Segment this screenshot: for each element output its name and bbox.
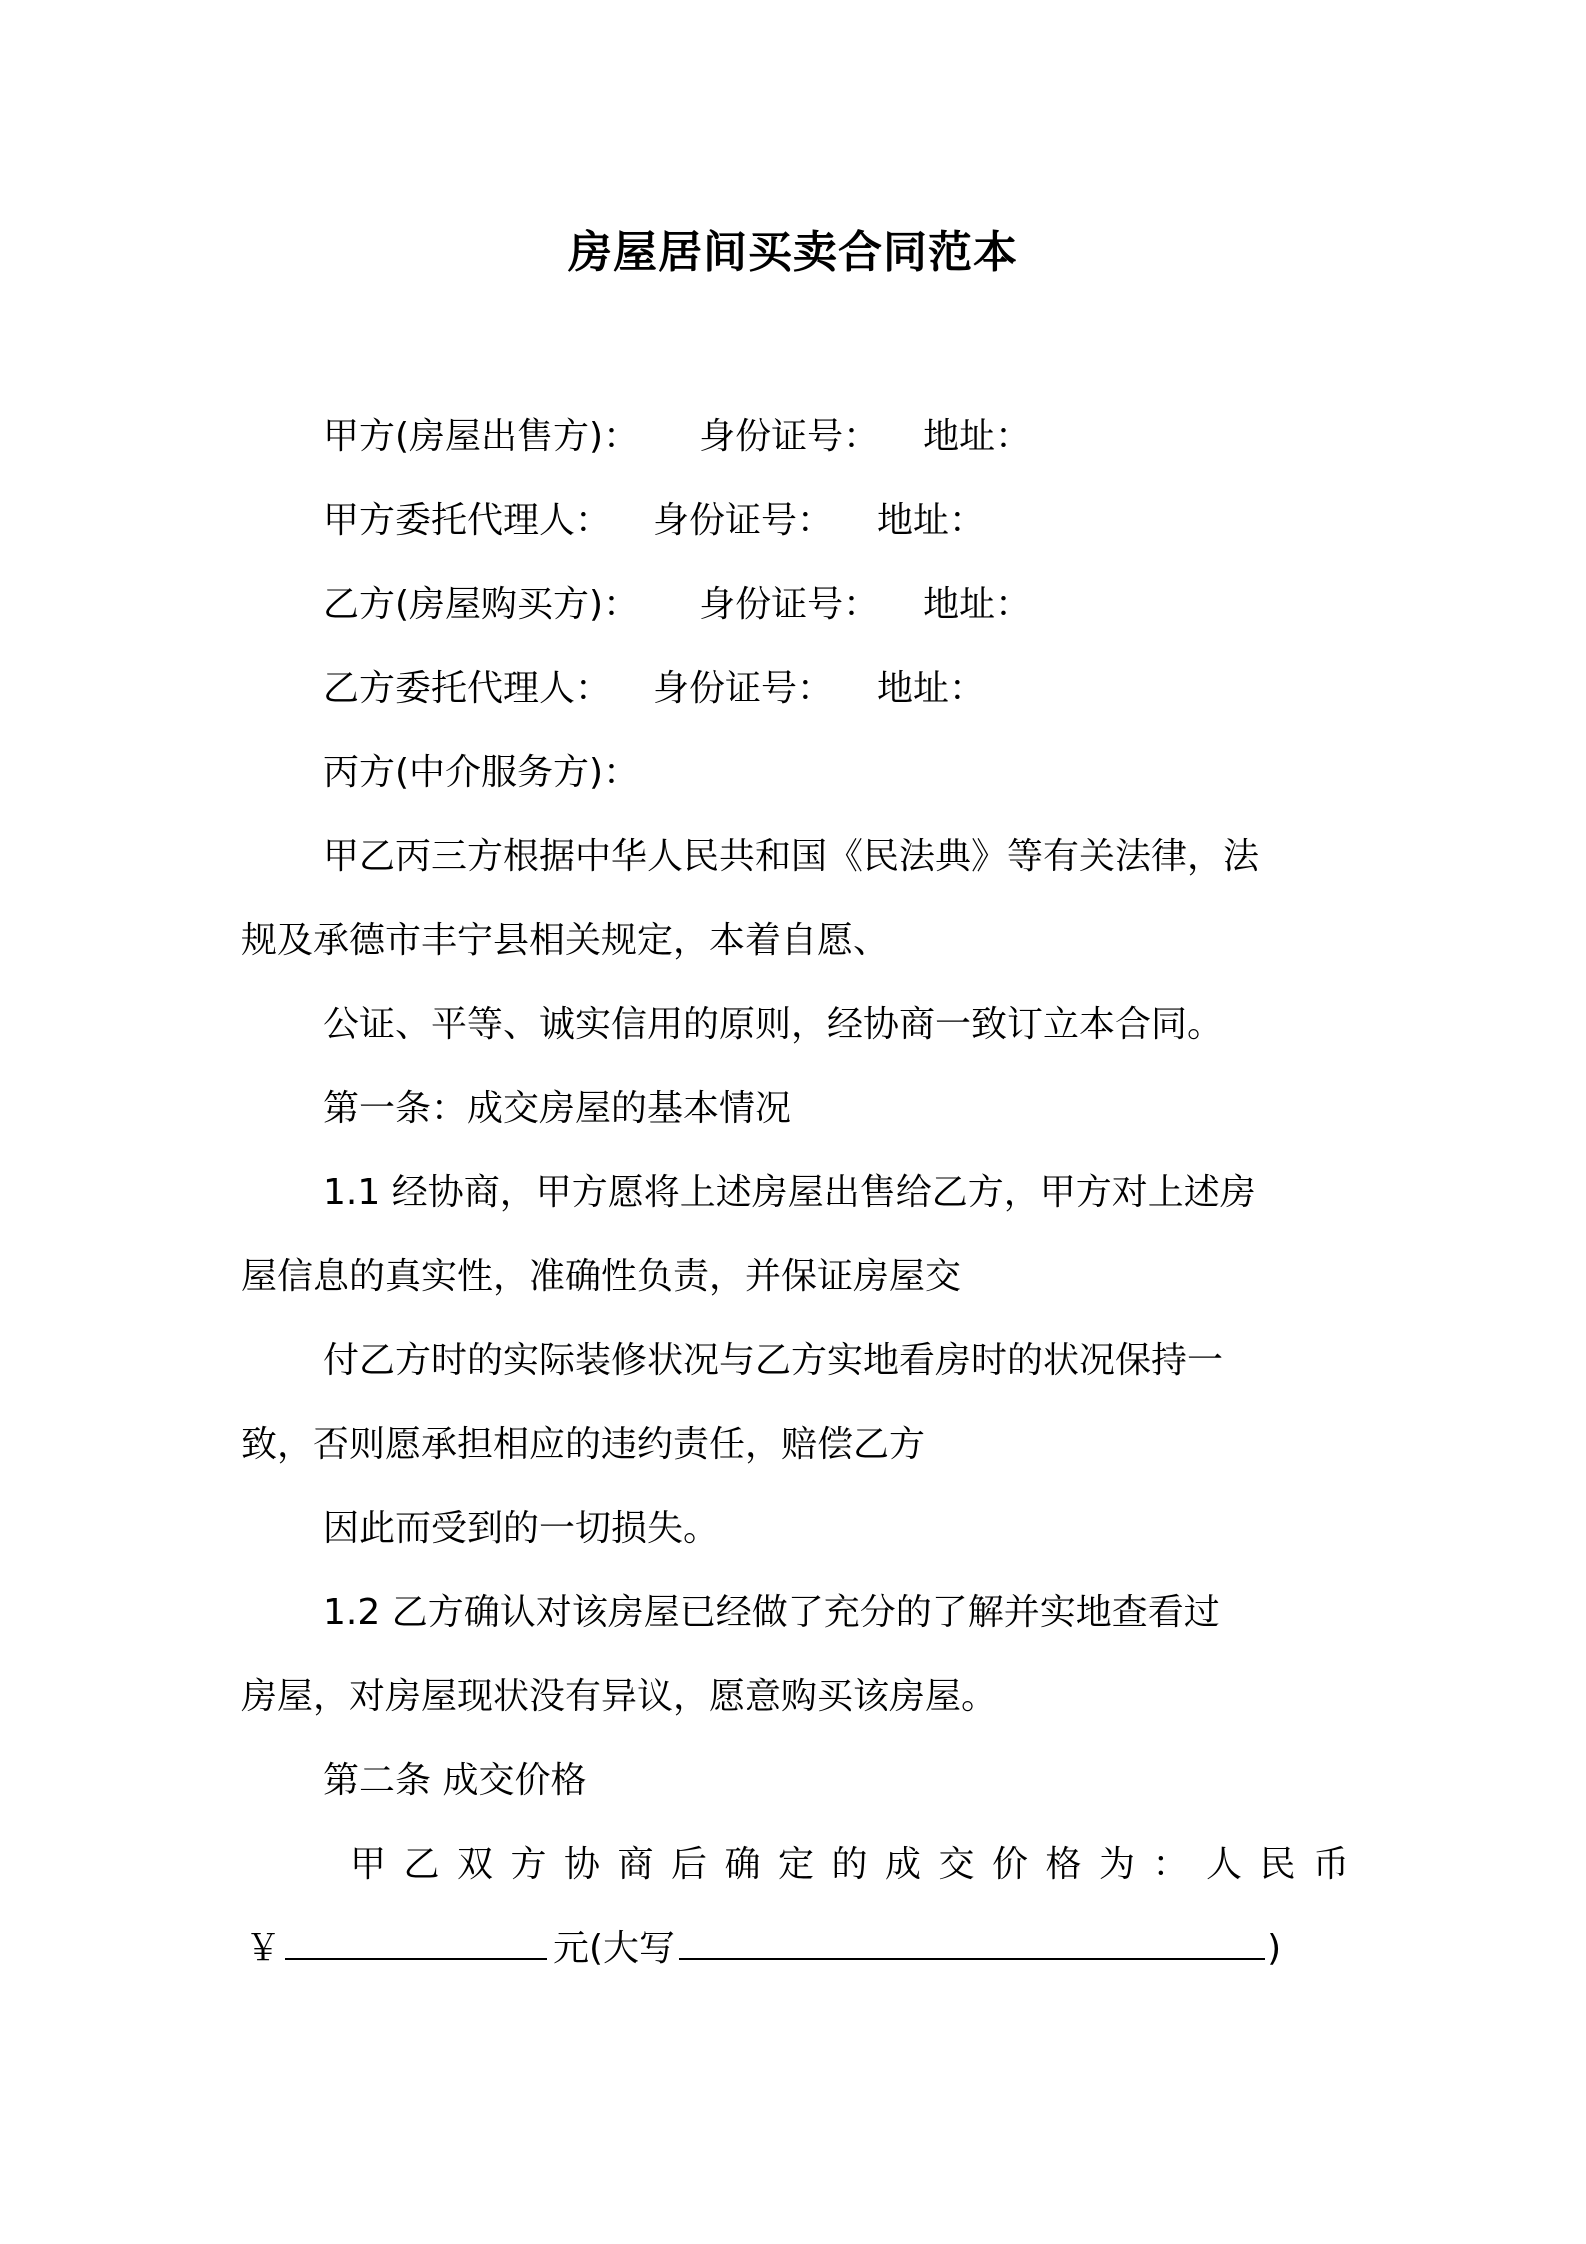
clause-1-1-line-4: 致，否则愿承担相应的违约责任，赔偿乙方: [241, 1424, 926, 1465]
price-amount-blank[interactable]: [285, 1924, 547, 1960]
party-a-id-label: 身份证号：: [699, 416, 880, 457]
party-b-agent-address-label: 地址：: [877, 668, 986, 709]
party-a-label: 甲方(房屋出售方)：: [323, 416, 640, 457]
party-a-agent-id-label: 身份证号：: [653, 500, 834, 541]
party-a-address-label: 地址：: [923, 416, 1032, 457]
party-b-id-label: 身份证号：: [699, 584, 880, 625]
party-b-label: 乙方(房屋购买方)：: [323, 584, 640, 625]
price-statement: 甲乙双方协商后确定的成交价格为：人民币: [350, 1844, 1367, 1885]
article-2-heading: 第二条 成交价格: [323, 1760, 587, 1801]
currency-symbol: ￥: [245, 1928, 282, 1969]
document-title: 房屋居间买卖合同范本: [568, 227, 1018, 278]
preamble-line-3: 公证、平等、诚实信用的原则，经协商一致订立本合同。: [323, 1004, 1224, 1045]
party-a-agent-address-label: 地址：: [877, 500, 986, 541]
party-b-agent-label: 乙方委托代理人：: [323, 668, 612, 709]
clause-1-1-line-2: 屋信息的真实性，准确性负责，并保证房屋交: [241, 1256, 962, 1297]
preamble-line-1: 甲乙丙三方根据中华人民共和国《民法典》等有关法律，法: [323, 836, 1260, 877]
closing-paren: ): [1267, 1928, 1282, 1969]
price-uppercase-blank[interactable]: [679, 1924, 1265, 1960]
clause-1-2-line-1: 1.2 乙方确认对该房屋已经做了充分的了解并实地查看过: [323, 1592, 1220, 1633]
clause-1-2-line-2: 房屋，对房屋现状没有异议，愿意购买该房屋。: [241, 1676, 998, 1717]
party-c-line: [323, 748, 639, 798]
clause-1-1-line-1: 1.1 经协商，甲方愿将上述房屋出售给乙方，甲方对上述房: [323, 1172, 1256, 1213]
party-b-address-label: 地址：: [923, 584, 1032, 625]
party-a-agent-line: [323, 496, 985, 546]
yuan-uppercase-label: 元(大写: [553, 1928, 676, 1969]
article-1-heading: 第一条：成交房屋的基本情况: [323, 1088, 792, 1129]
party-b-agent-line: [323, 664, 985, 714]
party-b-line: [323, 580, 1031, 630]
party-c-label: 丙方(中介服务方)：: [323, 752, 640, 793]
clause-1-1-line-3: 付乙方时的实际装修状况与乙方实地看房时的状况保持一: [323, 1340, 1224, 1381]
preamble-line-2: 规及承德市丰宁县相关规定，本着自愿、: [241, 920, 890, 961]
price-fill-line: [245, 1924, 1281, 1974]
party-b-agent-id-label: 身份证号：: [653, 668, 834, 709]
party-a-line: [323, 412, 1031, 462]
party-a-agent-label: 甲方委托代理人：: [323, 500, 612, 541]
clause-1-1-line-5: 因此而受到的一切损失。: [323, 1508, 720, 1549]
